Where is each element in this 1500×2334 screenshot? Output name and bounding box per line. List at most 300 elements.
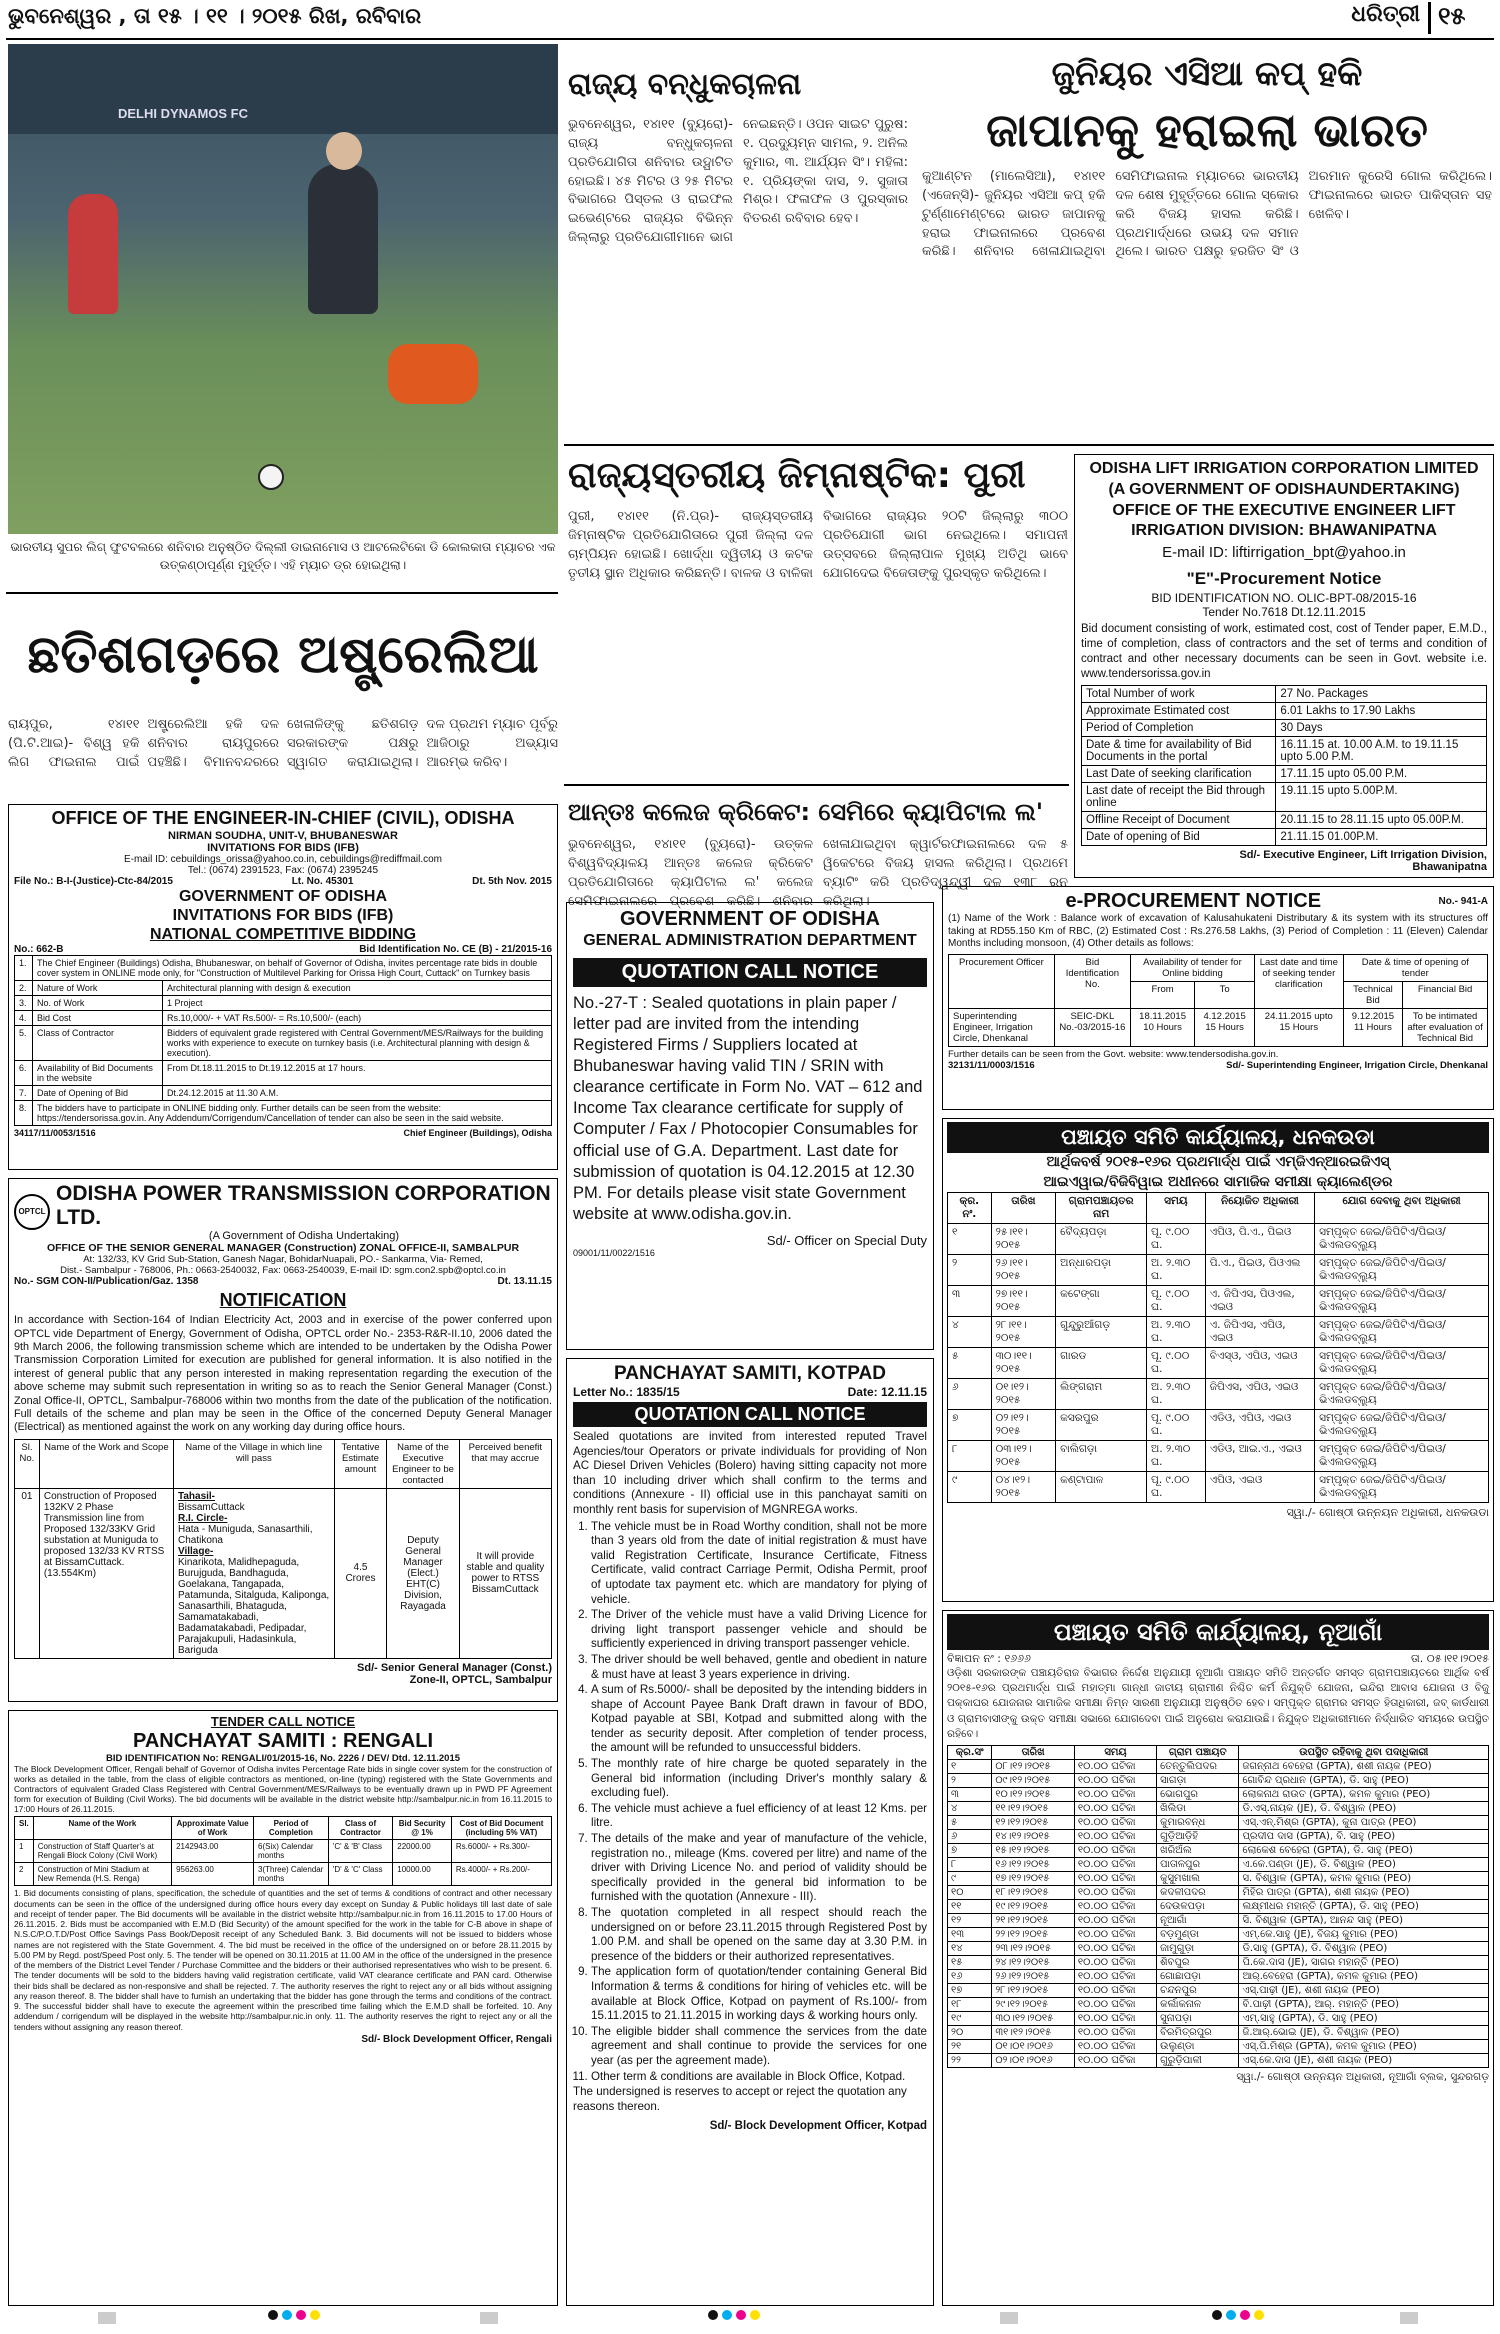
nuagaon-cell: ୧ (948, 1760, 992, 1774)
dateline: ଭୁବନେଶ୍ୱର , ତା ୧୫ । ୧୧ । ୨୦୧୫ ରିଖ, ରବିବାର (8, 4, 422, 28)
dhenkanal-cell: ଏପିଓ, ଏଇଓ (1205, 1472, 1314, 1503)
dhenkanal-header: ତାରିଖ (991, 1193, 1056, 1224)
story4-body: ରାୟପୁର, ୧୪ା୧୧ (ପି.ଟି.ଆଇ)- ବିଶ୍ୱ ହକି ଲିଗ ଫାଇନାଲ ପାଇଁ ଅଷ୍ଟ୍ରେଲିଆ ହକି ଦଳ ଶନିବାର ରାୟପୁରରେ ପହଞ୍ଚିଛି। ବିମାନବନ୍ଦରରେ ଖେଳାଳିଙ୍କୁ ଛତିଶଗଡ଼ ସରକାରଙ୍କ ପକ୍ଷରୁ ସ୍ୱାଗତ କରାଯାଇଥିଲା। ଦଳ ପ୍ରଥମ ମ୍ୟାଚ ପୂର୍ବରୁ ଆଜିଠାରୁ ଅଭ୍ୟାସ ଆରମ୍ଭ କରିବ। (8, 717, 558, 770)
rengali-sign: Sd/- Block Development Officer, Rengali (361, 2033, 552, 2045)
nuagaon-cell: ୦୨।୦୧।୨୦୧୬ (992, 2054, 1075, 2068)
registration-dot (268, 2310, 278, 2320)
nuagaon-cell: ୬ (948, 1830, 992, 1844)
nuagaon-cell: ୨ (948, 1774, 992, 1788)
nuagaon-row (948, 1816, 1489, 1830)
eproc-sign: Sd/- Superintending Engineer, Irrigation Circle, Dhenkanal (1226, 1059, 1488, 1071)
divider (6, 592, 558, 594)
dhenkanal-header: ଯୋଗ ଦେବାକୁ ଥିବା ଅଧିକାରୀ (1315, 1193, 1489, 1224)
lift-sign-2: Bhawanipatna (1412, 860, 1487, 873)
nuagaon-row (948, 1942, 1489, 1956)
eic-lt-no: Lt. No. 45301 (291, 875, 354, 887)
nuagaon-cell: ଡି.ଏସ୍.ନାୟକ (JE), ଡି. ବିଶ୍ୱାଳ (PEO) (1239, 1802, 1489, 1816)
nuagaon-cell: ୧୦.୦୦ ଘଟିକା (1074, 1942, 1156, 1956)
dhenkanal-cell: ଏ. ଜିପିଏସ, ଏପିଓ, ଏଇଓ (1205, 1317, 1314, 1348)
nuagaon-cell: ୧୮ (948, 1998, 992, 2012)
gad-banner: QUOTATION CALL NOTICE (573, 958, 927, 987)
eic-value: From Dt.18.11.2015 to Dt.19.12.2015 at 17 hours. (163, 1061, 552, 1086)
nuagaon-cell: ୧୧ (948, 1900, 992, 1914)
nuagaon-cell: ୧୦.୦୦ ଘଟିକା (1074, 2012, 1156, 2026)
nuagaon-cell: ୧୨ (948, 1914, 992, 1928)
print-mark (480, 2312, 498, 2324)
stadium-board: DELHI DYNAMOS FC (118, 106, 248, 121)
optcl-title: ODISHA POWER TRANSMISSION CORPORATION LTD. (56, 1182, 551, 1230)
eproc-h-technical: Technical Bid (1343, 981, 1403, 1008)
nuagaon-cell: ୨୩।୧୨।୨୦୧୫ (992, 1942, 1075, 1956)
lift-bid-id: BID IDENTIFICATION NO. OLIC-BPT-08/2015-16 (1151, 590, 1417, 605)
optcl-circles: Hata - Muniguda, Sanasarthili, Chatikona (177, 1523, 313, 1546)
rengali-cell: 6(Six) Calendar months (254, 1840, 329, 1863)
nuagaon-cell: ୩୦।୧୨।୨୦୧୫ (992, 2012, 1075, 2026)
nuagaon-sign: ସ୍ୱା./- ଗୋଷ୍ଠୀ ଉନ୍ନୟନ ଅଧିକାରୀ, ନୂଆଗାଁ ବ୍ଲକ, ସୁନ୍ଦରଗଡ଼ (1236, 2071, 1489, 2084)
dhenkanal-cell: ସମ୍ପୃକ୍ତ ଜେଇ/ଜିପିଟିଏ/ପିଇଓ/ଭିଏଲଡବ୍ଲ୍ୟୁ (1315, 1255, 1489, 1286)
dhenkanal-cell: ଏପିଓ, ପି.ଏ., ପିଇଓ (1205, 1224, 1314, 1255)
nuagaon-cell: ଖରିଅଁଲ (1157, 1844, 1239, 1858)
nuagaon-row (948, 1928, 1489, 1942)
nuagaon-cell: ଏମ୍.କେ.ସାହୁ (JE), ବିଜୟ କୁମାର (PEO) (1239, 1928, 1489, 1942)
dhenkanal-cell: ୦୩।୧୨।୨୦୧୫ (991, 1441, 1056, 1472)
lift-row (1082, 828, 1487, 845)
dhenkanal-header: କ୍ର. ନଂ. (948, 1193, 992, 1224)
rengali-intro: The Block Development Officer, Rengali behalf of Governor of Odisha invites Percentage Rate bids in single cover system for the construction of works as detailed in the table, from the class of eligible contractors as mentioned, on-line (typing) registered with the State Governments and Contractors of equivalent Graded Class Registered with Central Government/MES/Railways to be eventually drawn up in PWD PF Agreement form for execution of Building (Civil Works). The bid documents will be available in the district website http://sambalpur.nic.in from 16.11.2015 to 17:00 Hours of 26.11.2015. (14, 1764, 552, 1815)
paper-name: ଧରିତ୍ରୀ (1351, 2, 1420, 27)
dhenkanal-row (948, 1255, 1489, 1286)
dhenkanal-row (948, 1441, 1489, 1472)
optcl-header: Name of the Village in which line will pass (173, 1439, 334, 1488)
nuagaon-row (948, 1858, 1489, 1872)
optcl-header: Name of the Work and Scope (39, 1439, 173, 1488)
nuagaon-row (948, 1984, 1489, 1998)
nuagaon-cell: ଗୁଡ଼ିଆଡ଼ିହି (1157, 1830, 1239, 1844)
ad-engineer-in-chief (8, 804, 558, 1170)
eic-value: Bidders of equivalent grade registered with Central Government/MES/Railways for the building works with experience to execute on turnkey basis (i.e. Architectural planning with design & execution). (163, 1026, 552, 1061)
nuagaon-cell: ୧୦.୦୦ ଘଟିକା (1074, 1774, 1156, 1788)
eic-row (15, 956, 552, 981)
optcl-no: No.- SGM CON-II/Publication/Gaz. 1358 (14, 1276, 199, 1288)
optcl-logo: OPTCL (14, 1194, 50, 1230)
kotpad-closing: The undersigned is reserves to accept or reject the quotation any reasons thereon. (573, 2085, 907, 2113)
eic-label: Bid Cost (33, 1011, 163, 1026)
nuagaon-row (948, 2012, 1489, 2026)
eproc-clarification: 24.11.2015 upto 15 Hours (1254, 1008, 1343, 1046)
dhenkanal-cell: ଅନ୍ଧାରପଡ଼ା (1056, 1255, 1147, 1286)
nuagaon-cell: ୨୯।୧୨।୨୦୧୫ (992, 1998, 1075, 2012)
registration-dot (750, 2310, 760, 2320)
dhenkanal-cell: ୨୬।୧୧।୨୦୧୫ (991, 1255, 1056, 1286)
dhenkanal-cell: ୬ (948, 1379, 992, 1410)
optcl-villages: Kinarikota, Malidhepaguda, Burujguda, Bandhaguda, Goelakana, Tangapada, Patamunda, Sitalguda, Kaliponga, Sanasarthili, Bhataguda, Samamatakabadi, Badamatakabadi, Pedipadar, Parajakupuli, Hadasinkula, Bariguda (177, 1556, 330, 1656)
story5-body: ଭୁବନେଶ୍ୱର, ୧୪ା୧୧ (ବ୍ୟୁରୋ)- ଉତ୍କଳ ବିଶ୍ୱବିଦ୍ୟାଳୟ ଆନ୍ତଃ କଲେଜ କ୍ରିକେଟ ପ୍ରତିଯୋଗିତାରେ କ୍ୟାପିଟାଲ ଲ' କଲେଜ ସେମିଫାଇନାଲରେ ପ୍ରବେଶ କରିଛି। ଶନିବାର ଖେଳାଯାଇଥିବା କ୍ୱାର୍ଟରଫାଇନାଲରେ ଦଳ ୫ ୱିକେଟରେ ବିଜୟ ହାସଲ କରିଥିଲା। ପ୍ରଥମେ ବ୍ୟାଟିଂ କରି ପ୍ରତିଦ୍ୱନ୍ଦ୍ୱୀ ଦଳ ୧୩୮ ରନ କରିଥିଲା। (568, 837, 1068, 909)
optcl-header: Name of the Executive Engineer to be contacted (387, 1439, 459, 1488)
ad-e-procurement (942, 886, 1494, 1110)
optcl-benefit: It will provide stable and quality power to RTSS BissamCuttack (459, 1488, 551, 1658)
eic-label: Nature of Work (33, 981, 163, 996)
kotpad-term: 8. The quotation completed in all respect should reach the undersigned on or before 23.11.2015 through Registered Post by 1.00 P.M. and shall be opened on the same day at 3.30 P.M. in presence of the bidders or their authorized representatives. (591, 1906, 927, 1964)
dhenkanal-table (947, 1192, 1489, 1503)
dhenkanal-cell: ପୂ. ୯.୦୦ ଘ. (1147, 1348, 1206, 1379)
registration-dot (310, 2310, 320, 2320)
eic-ncb: NATIONAL COMPETITIVE BIDDING (149, 925, 417, 943)
eic-tel: Tel.: (0674) 2391523, Fax: (0674) 2395245 (187, 864, 379, 876)
nuagaon-cell: ପ୍ରଦୀପ ଦାସ (GPTA), ବି. ସାହୁ (PEO) (1239, 1830, 1489, 1844)
nuagaon-cell: ସାଗଡ଼ା (1157, 1774, 1239, 1788)
nuagaon-cell: ୧୦.୦୦ ଘଟିକା (1074, 1900, 1156, 1914)
rengali-row (15, 1840, 552, 1863)
eproc-h-bid: Bid Identification No. (1054, 954, 1130, 1008)
nuagaon-cell: ୨୦ (948, 2026, 992, 2040)
story1-body: ଭୁବନେଶ୍ୱର, ୧୪ା୧୧ (ବ୍ୟୁରୋ)- ରାଜ୍ୟ ବନ୍ଧୁକଚାଳନା ପ୍ରତିଯୋଗିତା ଶନିବାର ଉଦ୍ଘାଟିତ ହୋଇଛି। ୪୫ ମିଟର ଓ ୨୫ ମିଟର ବିଭାଗରେ ପିସ୍ତଲ ଓ ରାଇଫଲ ଇଭେଣ୍ଟରେ ରାଜ୍ୟର ବିଭିନ୍ନ ଜିଲ୍ଲାରୁ ପ୍ରତିଯୋଗୀମାନେ ଭାଗ ନେଇଛନ୍ତି। ଓପନ ସାଇଟ ପୁରୁଷ: ୧. ପ୍ରଦ୍ୟୁମ୍ନ ସାମଲ, ୨. ଅନିଲ କୁମାର, ୩. ଆର୍ଯ୍ୟନ ସିଂ। ମହିଳା: ୧. ପ୍ରିୟଙ୍କା ଦାସ, ୨. ସୁଜାତା ମିଶ୍ର। ଫଳାଫଳ ଓ ପୁରସ୍କାର ବିତରଣ ରବିବାର ହେବ। (568, 117, 908, 246)
nuagaon-cell: ୧୭।୧୨।୨୦୧୫ (992, 1872, 1075, 1886)
eic-row (15, 1086, 552, 1101)
rengali-header: Sl. (15, 1817, 34, 1840)
dhenkanal-cell: ସମ୍ପୃକ୍ତ ଜେଇ/ଜିପିଟିଏ/ପିଇଓ/ଭିଏଲଡବ୍ଲ୍ୟୁ (1315, 1441, 1489, 1472)
nuagaon-cell: ୧୦.୦୦ ଘଟିକା (1074, 1830, 1156, 1844)
optcl-circle-label: R.I. Circle- (177, 1512, 228, 1524)
eproc-body: (1) Name of the Work : Balance work of excavation of Kalusahukateni Distributary & its system with its structures off taking at RD55.150 Km of RBC, (2) Estimated Cost : Rs.276.58 Lakhs, (3) Period of Completion : 11 (Eleven) Calendar Months including monsoon, (4) Other details as follows: (948, 913, 1488, 949)
nuagaon-row (948, 1914, 1489, 1928)
rengali-cell: 10000.00 (393, 1863, 452, 1886)
dhenkanal-header: ଗ୍ରାମପଞ୍ଚାୟତର ନାମ (1056, 1193, 1147, 1224)
nuagaon-cell: ୨୧।୧୨।୨୦୧୫ (992, 1914, 1075, 1928)
optcl-body: In accordance with Section-164 of Indian Electricity Act, 2003 and in exercise of the power conferred upon OPTCL vide Department of Energy, Government of Odisha, OPTCL order No.- 2353-R&R-II.10, 2006 dated the 9th March 2006, the following transmission scheme which are intended to be undertaken by the Odisha Power Transmission Corporation Limited for execution are published for general information. It is also notified in the interest of general public that any person interested in making representation regarding the execution of the above scheme may submit such representation in writing so as to reach the Senior General Manager (Const.) Zonal Office-II, OPTCL, Sambalpur-768006 within two months from the date of the publication of the notification. Full details of the scheme and plan may be seen in the Office of the concerned Deputy General Manager (Electrical) as mentioned against the work on any working day during office hours. (14, 1314, 552, 1434)
nuagaon-cell: ଡି.ସାହୁ (GPTA), ଡି. ବିଶ୍ୱାଳ (PEO) (1239, 1942, 1489, 1956)
kotpad-term: 11. Other term & conditions are available in Block Office, Kotpad. (591, 2070, 927, 2085)
eic-row (15, 996, 552, 1011)
nuagaon-cell: ଗୋବିନ୍ଦ ପ୍ରଧାନ (GPTA), ଡି. ସାହୁ (PEO) (1239, 1774, 1489, 1788)
nuagaon-cell: ୫ (948, 1816, 992, 1830)
dhenkanal-sub: ଆର୍ଥିକବର୍ଷ ୨୦୧୫-୧୬ର ପ୍ରଥମାର୍ଦ୍ଧ ପାଇଁ ଏମ୍ଜିଏନ୍ଆରଇଜିଏସ୍ (1046, 1154, 1390, 1170)
print-mark (1000, 2312, 1018, 2324)
nuagaon-cell: ୪ (948, 1802, 992, 1816)
rengali-header-row (15, 1817, 552, 1840)
dhenkanal-cell: କଣ୍ଟାପାଳ (1056, 1472, 1147, 1503)
eic-text: The bidders have to participate in ONLINE bidding only. Further details can be seen from the website: https://tendersorissa.gov.in. Any Addendum/Corrigendum/Cancellation of tender can also be seen in the said website. (33, 1101, 552, 1126)
rengali-cell: 2 (15, 1863, 34, 1886)
rengali-cell: 'D' & 'C' Class (328, 1863, 392, 1886)
nuagaon-cell: ୧୧।୧୨।୨୦୧୫ (992, 1802, 1075, 1816)
eproc-financial: To be intimated after evaluation of Technical Bid (1403, 1008, 1488, 1046)
nuagaon-cell: ୧୩ (948, 1928, 992, 1942)
rengali-cell: 2142943.00 (172, 1840, 254, 1863)
eic-sl: 6. (15, 1061, 33, 1086)
dhenkanal-cell: ବୈଦ୍ୟପଡ଼ା (1056, 1224, 1147, 1255)
dhenkanal-cell: ଜିପିଏସ, ଏପିଓ, ଏଇଓ (1205, 1379, 1314, 1410)
player-figure (308, 164, 378, 314)
dhenkanal-cell: ୨ (948, 1255, 992, 1286)
nuagaon-cell: ୧୯।୧୨।୨୦୧୫ (992, 1900, 1075, 1914)
rengali-header: Cost of Bid Document (including 5% VAT) (451, 1817, 551, 1840)
dhenkanal-cell: ପି.ଏ., ପିଇଓ, ପିଓଏଲ (1205, 1255, 1314, 1286)
kotpad-terms-list (573, 1520, 927, 2085)
dhenkanal-cell: ୭ (948, 1410, 992, 1441)
lift-value: 17.11.15 upto 05.00 P.M. (1276, 765, 1487, 782)
nuagaon-cell: ଜଗନ୍ନାଥ ବେହେରା (GPTA), ଶଶୀ ନାୟକ (PEO) (1239, 1760, 1489, 1774)
eic-value: Rs.10,000/- + VAT Rs.500/- = Rs.10,500/- (each) (163, 1011, 552, 1026)
eic-sl: 7. (15, 1086, 33, 1101)
rengali-top: TENDER CALL NOTICE (210, 1714, 356, 1729)
lift-label: Approximate Estimated cost (1082, 702, 1276, 719)
nuagaon-cell: କୁମାରବନ୍ଧ (1157, 1816, 1239, 1830)
nuagaon-cell: ଦେଉଳପଡ଼ା (1157, 1900, 1239, 1914)
nuagaon-cell: ଏସ୍.ଏନ୍.ମିଶ୍ର (GPTA), କୁନା ପାତ୍ର (PEO) (1239, 1816, 1489, 1830)
nuagaon-cell: ୧୦।୧୨।୨୦୧୫ (992, 1788, 1075, 1802)
lift-sub: (A GOVERNMENT OF ODISHAUNDERTAKING) (1108, 480, 1460, 498)
lift-value: 16.11.15 at. 10.00 A.M. to 19.11.15 upto 5.00 P.M. (1276, 736, 1487, 765)
ad-optcl (8, 1178, 558, 1702)
kotpad-term: 2. The Driver of the vehicle must have a valid Driving Licence for driving light transport passenger vehicle and should be sufficiently experienced in driving transport passenger vehicle. (591, 1608, 927, 1652)
registration-dot (736, 2310, 746, 2320)
kotpad-term: 5. The monthly rate of hire charge be quoted separately in the General bid information (including Driver's monthly salary & excluding fuel). (591, 1757, 927, 1801)
ad-panchayat-rengali (8, 1710, 558, 2306)
dhenkanal-title: ପଞ୍ଚାୟତ ସମିତି କାର୍ଯ୍ୟାଳୟ, ଧନକଉଡା (947, 1122, 1489, 1153)
nuagaon-cell: ୧୦.୦୦ ଘଟିକା (1074, 1956, 1156, 1970)
dhenkanal-cell: ୦୨।୧୨।୨୦୧୫ (991, 1410, 1056, 1441)
registration-dot (296, 2310, 306, 2320)
dhenkanal-row (948, 1379, 1489, 1410)
eic-sl: 2. (15, 981, 33, 996)
rengali-cell: Construction of Mini Stadium at New Remenda (H.S. Renga) (33, 1863, 171, 1886)
story5-headline: ଆନ୍ତଃ କଲେଜ କ୍ରିକେଟ: ସେମିରେ କ୍ୟାପିଟାଲ ଲ' (568, 798, 1044, 826)
nuagaon-cell: ଶିବପୁର (1157, 1956, 1239, 1970)
dhenkanal-header-row (948, 1193, 1489, 1224)
dhenkanal-cell: ପୂ. ୯.୦୦ ଘ. (1147, 1410, 1206, 1441)
lift-value: 6.01 Lakhs to 17.90 Lakhs (1276, 702, 1487, 719)
dhenkanal-header: ନିୟୋଜିତ ଅଧିକାରୀ (1205, 1193, 1314, 1224)
nuagaon-cell: ୧୫ (948, 1956, 992, 1970)
nuagaon-cell: ୭ (948, 1844, 992, 1858)
kotpad-term: 9. The application form of quotation/tender containing General Bid Information & terms & conditions for hiring of vehicles etc. will be available at Block Office, Kotpad on payment of Rs.100/- from 15.11.2015 to 21.11.2015 in working days & working hours only. (591, 1965, 927, 2023)
nuagaon-cell: କୁସୁମଖାଲ (1157, 1872, 1239, 1886)
eic-row (15, 1026, 552, 1061)
masthead-rule (6, 38, 1494, 40)
rengali-terms: 1. Bid documents consisting of plans, specification, the schedule of quantities and the set of terms & conditions of contract and other necessary documents can be seen in the office of the undersigned during office hours every day except on Sunday & Public holidays till last date of sale and receipt of tender paper. The Bid documents will be available in the district website http://sambalpur.nic.in from 16.11.2015 to 17.00 Hours of 26.11.2015. 2. Bids must be accompanied with E.M.D (Bid Security) of the amount specified for the work in the table for C-B above in shape of N.S.C/P.O.T.D/Post Office Savings Pass Book/Deposit receipt of any Scheduled Bank. 3. Bid documents will not be issued to bidders whose names are not registered with the State Government. 4. The bid must be received in the office of the undersigned on or before 28.11.2015 by 5.00 PM by Regd. post/Speed Post only. 5. The tender will be opened on 30.11.2015 at 11.00 AM in the office of the undersigned in the presence of the members of the District Level Tender / Purchase Committee and the bidders or their authorised representatives who wish to be present. 6. The tender documents will be sold to the bidders having valid registration certificate, valid VAT clearance certificate and PAN card. Otherwise their bids shall be declared as non-responsive and shall be rejected. 7. The authority reserves the right to reject any or all bids without assigning any reason thereof. 8. The bidder shall have to furnish an undertaking that the bidder has gone through the terms and conditions of the contract. 9. The successful bidder shall have to execute the agreement within the prescribed time failing which the E.M.D shall be forfeited. 10. Any addendum / corrigendum will be displayed in the website http://sambalpur.nic.in only. 11. The authority reserves the right to reject any or all the tenders without assigning any reason thereof. (14, 1888, 552, 2032)
kotpad-term: 4. A sum of Rs.5000/- shall be deposited by the intending bidders in shape of Account Payee Bank Draft drawn in favour of BDO, Kotpad payable at SBI, Kotpad and submitted along with the tender as security deposit. After completion of tender process, the amount will be refunded to unsuccessful bidders. (591, 1683, 927, 1756)
kotpad-letter: Letter No.: 1835/15 (573, 1385, 680, 1399)
nuagaon-cell: ଭୋଗପୁର (1157, 1788, 1239, 1802)
lift-label: Last date of receipt the Bid through online (1082, 782, 1276, 811)
nuagaon-row (948, 1830, 1489, 1844)
nuagaon-row (948, 2040, 1489, 2054)
optcl-sl: 01 (15, 1488, 40, 1658)
nuagaon-cell: ୧୦.୦୦ ଘଟିକା (1074, 2026, 1156, 2040)
lift-email: E-mail ID: liftirrigation_bpt@yahoo.in (1162, 544, 1406, 562)
dhenkanal-cell: କସରପୁର (1056, 1410, 1147, 1441)
eic-text: The Chief Engineer (Buildings) Odisha, Bhubaneswar, on behalf of Governor of Odisha, invites percentage rate bids in double cover system in ONLINE mode only, for "Construction of Multilevel Parking for Orissa High Court, Cuttack" on Turnkey basis (33, 956, 552, 981)
lift-value: 19.11.15 upto 5.00P.M. (1276, 782, 1487, 811)
nuagaon-cell: ୧୦.୦୦ ଘଟିକା (1074, 1858, 1156, 1872)
nuagaon-cell: ୨୧ (948, 2040, 992, 2054)
nuagaon-cell: ତେନ୍ତୁଲିପଦର (1157, 1760, 1239, 1774)
nuagaon-cell: ୧୦.୦୦ ଘଟିକା (1074, 1886, 1156, 1900)
nuagaon-body: ଓଡ଼ିଶା ସରକାରଙ୍କ ପଞ୍ଚାୟତିରାଜ ବିଭାଗର ନିର୍ଦ୍ଦେଶ ଅନୁଯାୟୀ ନୂଆଗାଁ ପଞ୍ଚାୟତ ସମିତି ଅନ୍ତର୍ଗତ ସମସ୍ତ ଗ୍ରାମପଞ୍ଚାୟତରେ ଆର୍ଥିକ ବର୍ଷ ୨୦୧୫-୧୬ର ପ୍ରଥମାର୍ଦ୍ଧ ପାଇଁ ମହାତ୍ମା ଗାନ୍ଧୀ ଜାତୀୟ ଗ୍ରାମୀଣ ନିଶ୍ଚିତ କର୍ମ ନିଯୁକ୍ତି ଯୋଜନା, ଇନ୍ଦିରା ଆବାସ ଯୋଜନା ଓ ବିଜୁ ପକ୍କାଘର ଯୋଜନାର ସାମାଜିକ ସମୀକ୍ଷା ନିମ୍ନ ସାରଣୀ ଅନୁଯାୟୀ ଅନୁଷ୍ଠିତ ହେବ। ସମ୍ପୃକ୍ତ ଗ୍ରାମର ସମସ୍ତ ହିତାଧିକାରୀ, ଜବ୍ କାର୍ଡଧାରୀ ଓ ଗ୍ରାମବାସୀଙ୍କୁ ଉକ୍ତ ସମୀକ୍ଷା ସଭାରେ ଯୋଗଦେବା ପାଇଁ ଅନୁରୋଧ କରାଯାଉଛି। ନିଯୁକ୍ତ ଅଧିକାରୀମାନେ ନିର୍ଦ୍ଧାରିତ ସମୟରେ ଉପସ୍ଥିତ ରହିବେ। (947, 1667, 1489, 1740)
dhenkanal-cell: ୩୦।୧୧।୨୦୧୫ (991, 1348, 1056, 1379)
dhenkanal-cell: ପୂ. ୯.୦୦ ଘ. (1147, 1286, 1206, 1317)
eic-file-no: File No.: B-I-(Justice)-Ctc-84/2015 (14, 875, 173, 887)
nuagaon-cell: ୧୫।୧୨।୨୦୧୫ (992, 1844, 1075, 1858)
eproc-h-financial: Financial Bid (1403, 981, 1488, 1008)
gad-body: No.-27-T : Sealed quotations in plain paper / letter pad are invited from the intending Registered Firms / Suppliers located at Bhubaneswar having valid TIN / SRIN with clearance certificate in Form No. VAT – 612 and Income Tax clearance certificate for supply of Computer / Fax / Photocopier Consumables for official use of G.A. Department. Last date for submission of quotation is 04.12.2015 at 12.30 PM. For details please visit state Government website at www.odisha.gov.in. (573, 993, 923, 1223)
nuagaon-header: କ୍ର.ସଂ (948, 1746, 992, 1760)
rengali-cell: 22000.00 (393, 1840, 452, 1863)
lift-row (1082, 719, 1487, 736)
dhenkanal-cell: ସମ୍ପୃକ୍ତ ଜେଇ/ଜିପିଟିଏ/ପିଇଓ/ଭିଏଲଡବ୍ଲ୍ୟୁ (1315, 1224, 1489, 1255)
dhenkanal-cell: ଅ. ୨.୩୦ ଘ. (1147, 1379, 1206, 1410)
eic-label: Date of Opening of Bid (33, 1086, 163, 1101)
nuagaon-cell: ଏସ୍.ପାଢ଼ୀ (JE), ଶଶୀ ନାୟକ (PEO) (1239, 1984, 1489, 1998)
ad-lift-irrigation (1074, 454, 1494, 878)
registration-dot (708, 2310, 718, 2320)
nuagaon-cell: ୩ (948, 1788, 992, 1802)
rengali-header: Name of the Work (33, 1817, 171, 1840)
nuagaon-cell: ୨୨।୧୨।୨୦୧୫ (992, 1928, 1075, 1942)
dhenkanal-sign: ସ୍ୱା./- ଗୋଷ୍ଠୀ ଉନ୍ନୟନ ଅଧିକାରୀ, ଧନକଉଡା (1286, 1506, 1489, 1520)
nuagaon-row (948, 1886, 1489, 1900)
print-mark (98, 2312, 116, 2324)
dhenkanal-cell: କଟେଙ୍ଗା (1056, 1286, 1147, 1317)
nuagaon-cell: ଜାମୁଗୁଡ଼ା (1157, 1942, 1239, 1956)
rengali-cell: 1 (15, 1840, 34, 1863)
eic-bid-id: Bid Identification No. CE (B) - 21/2015-16 (359, 944, 552, 956)
nuagaon-cell: ୧୭ (948, 1984, 992, 1998)
nuagaon-cell: ଗୁରୁଡ଼ିପାଳୀ (1157, 2054, 1239, 2068)
nuagaon-header: ସମୟ (1074, 1746, 1156, 1760)
story4-headline: ଛତିଶଗଡ଼ରେ ଅଷ୍ଟ୍ରେଲିଆ (27, 625, 539, 685)
dhenkanal-cell: ୮ (948, 1441, 992, 1472)
nuagaon-cell: ୧୨।୧୨।୨୦୧୫ (992, 1816, 1075, 1830)
dhenkanal-row (948, 1410, 1489, 1441)
lift-value: 27 No. Packages (1276, 685, 1487, 702)
nuagaon-cell: ୧୪।୧୨।୨୦୧୫ (992, 1830, 1075, 1844)
nuagaon-cell: ୦୮।୧୨।୨୦୧୫ (992, 1760, 1075, 1774)
optcl-sign: Sd/- Senior General Manager (Const.) (357, 1661, 552, 1674)
nuagaon-cell: ୧୦.୦୦ ଘଟିକା (1074, 1760, 1156, 1774)
eproc-h-opening: Date & time of opening of tender (1343, 954, 1487, 981)
dhenkanal-cell: ବାଲିଗଡ଼ା (1056, 1441, 1147, 1472)
dhenkanal-cell: ୫ (948, 1348, 992, 1379)
eproc-h-availability: Availability of tender for Online bidding (1130, 954, 1254, 981)
story2-headline: ଜାପାନକୁ ହରାଇଲା ଭାରତ (986, 103, 1428, 157)
eproc-to: 4.12.2015 15 Hours (1195, 1008, 1255, 1046)
kotpad-term: 10. The eligible bidder shall commence the services from the date agreement and shall continue to provide the services for one year (as per the agreement made). (591, 2025, 927, 2069)
eproc-bid-no: SEIC-DKL No.-03/2015-16 (1054, 1008, 1130, 1046)
nuagaon-cell: ୯ (948, 1872, 992, 1886)
nuagaon-cell: ଆର୍.ବେହେରା (GPTA), କମଳ କୁମାର (PEO) (1239, 1970, 1489, 1984)
nuagaon-cell: ୧୦.୦୦ ଘଟିକା (1074, 1872, 1156, 1886)
eic-label: No. of Work (33, 996, 163, 1011)
dhenkanal-cell: ଗୁନ୍ଦୁରୁଆଁଗଡ଼ (1056, 1317, 1147, 1348)
kotpad-banner: QUOTATION CALL NOTICE (573, 1402, 927, 1427)
optcl-village-label: Village- (177, 1545, 214, 1557)
nuagaon-cell: ୨୪।୧୨।୨୦୧୫ (992, 1956, 1075, 1970)
nuagaon-cell: ୨୨ (948, 2054, 992, 2068)
dhenkanal-cell: ସମ୍ପୃକ୍ତ ଜେଇ/ଜିପିଟିଏ/ପିଇଓ/ଭିଏଲଡବ୍ଲ୍ୟୁ (1315, 1379, 1489, 1410)
nuagaon-cell: ୧୦.୦୦ ଘଟିକା (1074, 1802, 1156, 1816)
optcl-header: Sl. No. (15, 1439, 40, 1488)
nuagaon-cell: ୦୧।୦୧।୨୦୧୬ (992, 2040, 1075, 2054)
eic-sign: Chief Engineer (Buildings), Odisha (403, 1128, 552, 1139)
optcl-contact: Dist.- Sambalpur - 768006, Ph.: 0663-2540032, Fax: 0663-2540039, E-mail ID: sgm.con2.spb@optcl.co.in (60, 1265, 506, 1277)
rengali-cell: Rs.6000/- + Rs.300/- (451, 1840, 551, 1863)
rengali-header: Approximate Value of Work (172, 1817, 254, 1840)
dhenkanal-cell: ଏଡିଓ, ଆଇ.ଏ., ଏଇଓ (1205, 1441, 1314, 1472)
nuagaon-row (948, 1970, 1489, 1984)
registration-dot (722, 2310, 732, 2320)
eic-ifb: INVITATIONS FOR BIDS (IFB) (172, 906, 394, 924)
nuagaon-header-row (948, 1746, 1489, 1760)
rengali-cell: 3(Three) Calendar months (254, 1863, 329, 1886)
nuagaon-cell: ୧୦.୦୦ ଘଟିକା (1074, 1998, 1156, 2012)
eic-label: Availability of Bid Documents in the website (33, 1061, 163, 1086)
dhenkanal-cell: ଅ. ୨.୩୦ ଘ. (1147, 1317, 1206, 1348)
eproc-h-clarification: Last date and time of seeking tender clarification (1254, 954, 1343, 1008)
nuagaon-title: ପଞ୍ଚାୟତ ସମିତି କାର୍ଯ୍ୟାଳୟ, ନୂଆଗାଁ (947, 1614, 1489, 1650)
optcl-sign-2: Zone-II, OPTCL, Sambalpur (409, 1673, 552, 1686)
nuagaon-cell: ୧୦ (948, 1886, 992, 1900)
nuagaon-cell: ୧୦.୦୦ ଘଟିକା (1074, 1970, 1156, 1984)
dhenkanal-row (948, 1286, 1489, 1317)
eic-row (15, 981, 552, 996)
eic-code: 34117/11/0053/1516 (14, 1128, 96, 1139)
registration-dot (1212, 2310, 1222, 2320)
eic-value: 1 Project (163, 996, 552, 1011)
optcl-header: Perceived benefit that may accrue (459, 1439, 551, 1488)
nuagaon-cell: ଏମ୍.ସାହୁ (GPTA), ଡି. ସାହୁ (PEO) (1239, 2012, 1489, 2026)
optcl-office: OFFICE OF THE SENIOR GENERAL MANAGER (Construction) ZONAL OFFICE-II, SAMBALPUR (46, 1242, 520, 1255)
nuagaon-cell: ୩୧।୧୨।୨୦୧୫ (992, 2026, 1075, 2040)
nuagaon-cell: ୧୦.୦୦ ଘଟିକା (1074, 1788, 1156, 1802)
dhenkanal-header: ସମୟ (1147, 1193, 1206, 1224)
nuagaon-header: ତାରିଖ (992, 1746, 1075, 1760)
lift-label: Total Number of work (1082, 685, 1276, 702)
kotpad-term: 6. The vehicle must achieve a fuel efficiency of at least 12 Kms. per litre. (591, 1802, 927, 1831)
nuagaon-row (948, 1900, 1489, 1914)
story1-headline: ରାଜ୍ୟ ବନ୍ଧୁକଚାଳନା (568, 67, 802, 102)
nuagaon-cell: ବଡ଼ମୁଣ୍ଡା (1157, 1928, 1239, 1942)
eic-sl: 4. (15, 1011, 33, 1026)
eic-row (15, 1101, 552, 1126)
eic-value: Architectural planning with design & execution (163, 981, 552, 996)
optcl-address: At: 132/33, KV Grid Sub-Station, Ganesh Nagar, BohidarNuapali, PO.- Sankarma, Via- Remed, (83, 1254, 483, 1266)
nuagaon-cell: ୧୪ (948, 1942, 992, 1956)
nuagaon-cell: ବିରମିତ୍ରପୁର (1157, 2026, 1239, 2040)
print-mark (1400, 2312, 1418, 2324)
nuagaon-cell: ସ. ବିଶ୍ୱାଳ (GPTA), କମଳ କୁମାର (PEO) (1239, 1872, 1489, 1886)
nuagaon-header: ଗ୍ରାମ ପଞ୍ଚାୟତ (1157, 1746, 1239, 1760)
dhenkanal-cell: ୩ (948, 1286, 992, 1317)
dhenkanal-cell: ୨୭।୧୧।୨୦୧୫ (991, 1286, 1056, 1317)
nuagaon-cell: ସି. ବିଶ୍ୱାଳ (GPTA), ଆନନ୍ଦ ସାହୁ (PEO) (1239, 1914, 1489, 1928)
lift-value: 20.11.15 to 28.11.15 upto 05.00P.M. (1276, 811, 1487, 828)
nuagaon-header: ଉପସ୍ଥିତ ରହିବାକୁ ଥିବା ପଦାଧିକାରୀ (1239, 1746, 1489, 1760)
nuagaon-cell: ବି.ପାଢ଼ୀ (GPTA), ଆର୍. ମହାନ୍ତି (PEO) (1239, 1998, 1489, 2012)
dhenkanal-cell: ସମ୍ପୃକ୍ତ ଜେଇ/ଜିପିଟିଏ/ପିଇଓ/ଭିଏଲଡବ୍ଲ୍ୟୁ (1315, 1410, 1489, 1441)
nuagaon-cell: ଚନ୍ଦନପୁର (1157, 1984, 1239, 1998)
lift-office-2: IRRIGATION DIVISION: BHAWANIPATNA (1131, 522, 1437, 540)
nuagaon-cell: କର୍ଲାକନାଳ (1157, 1998, 1239, 2012)
lift-row (1082, 736, 1487, 765)
lift-title: ODISHA LIFT IRRIGATION CORPORATION LIMITED (1089, 460, 1479, 477)
eic-sl: 5. (15, 1026, 33, 1061)
lift-row (1082, 811, 1487, 828)
dhenkanal-cell: ସମ୍ପୃକ୍ତ ଜେଇ/ଜିପିଟିଏ/ପିଇଓ/ଭିଏଲଡବ୍ଲ୍ୟୁ (1315, 1348, 1489, 1379)
eic-sl: 8. (15, 1101, 33, 1126)
lift-label: Date & time for availability of Bid Documents in the portal (1082, 736, 1276, 765)
nuagaon-cell: ପାତାଳପୁର (1157, 1858, 1239, 1872)
